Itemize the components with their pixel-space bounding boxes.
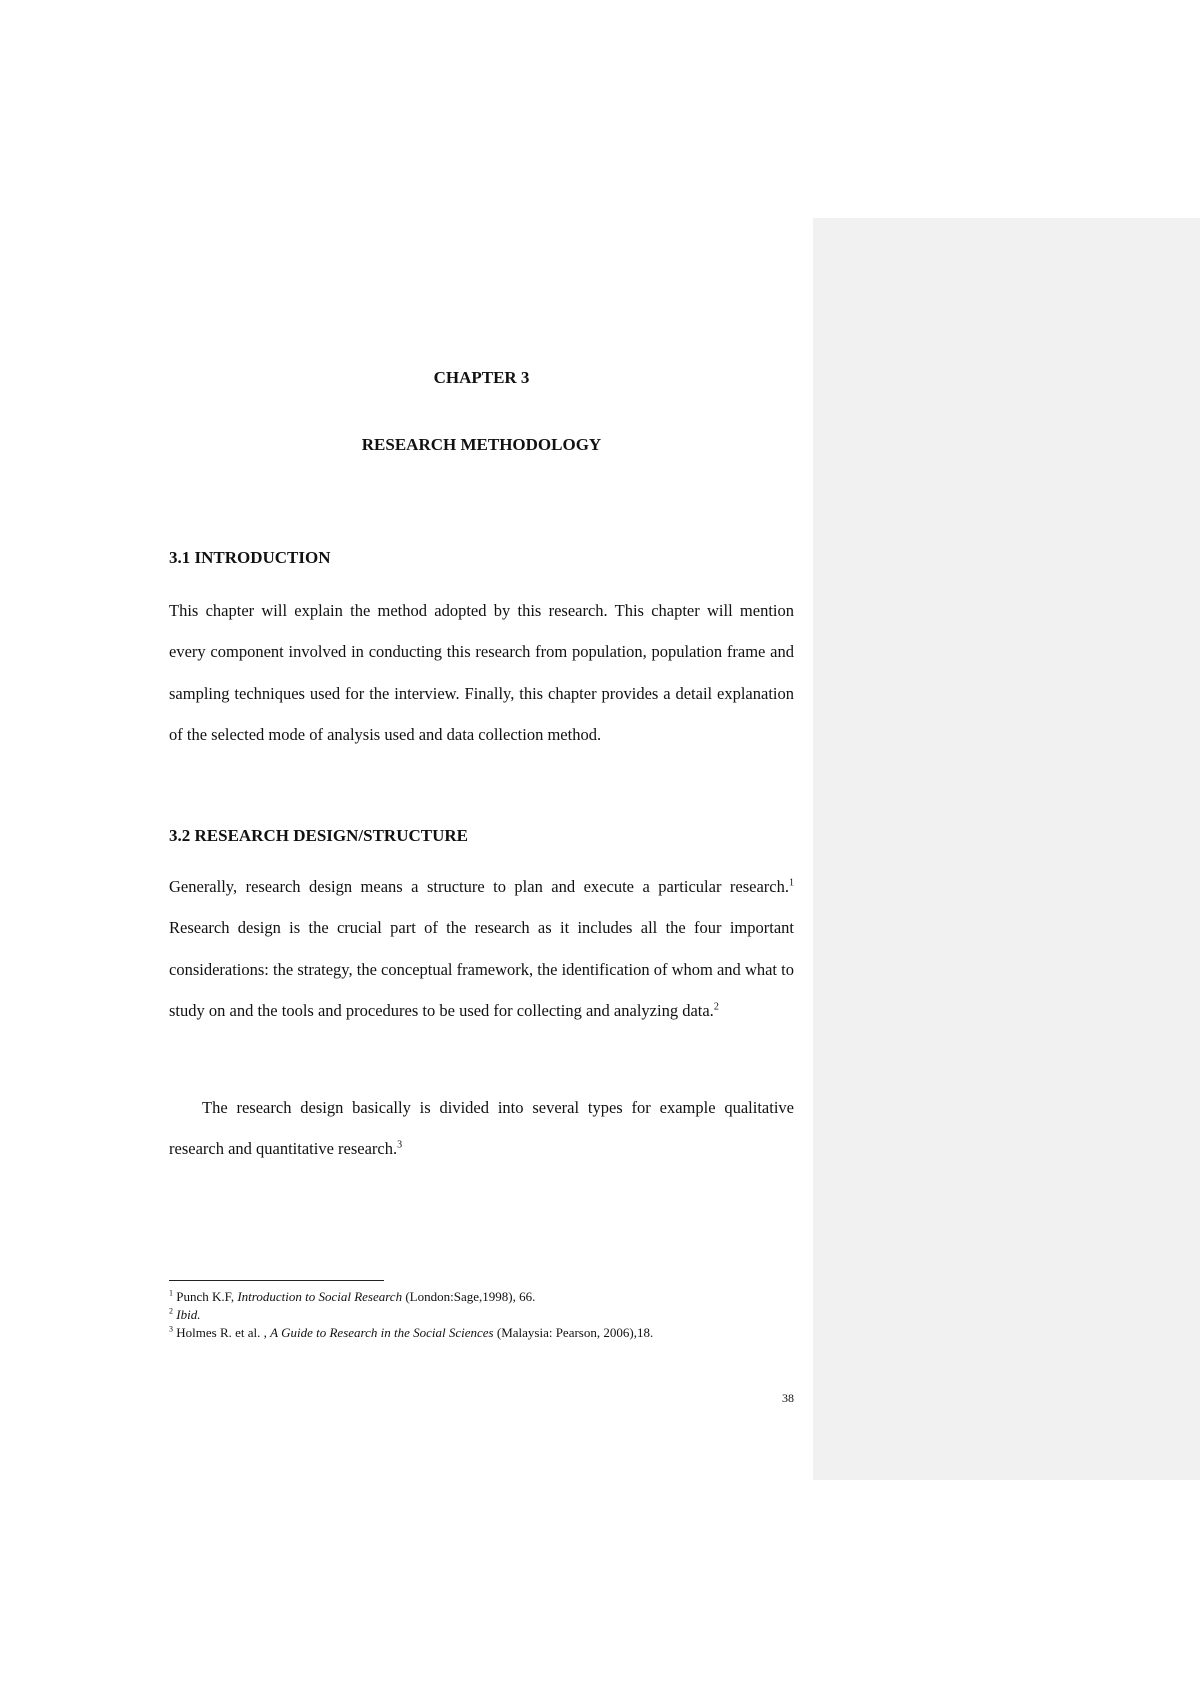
footnote-text: Punch K.F, (176, 1289, 238, 1304)
footnote-ref-1: 1 (789, 877, 794, 889)
chapter-subtitle: RESEARCH METHODOLOGY (361, 435, 602, 454)
footnote-ref-2: 2 (713, 1001, 719, 1013)
paragraph-text: Generally, research design means a structure to plan and execute a particular research. (169, 877, 789, 896)
footnote-title: Introduction to Social Research (237, 1289, 403, 1304)
research-types-paragraph (169, 1087, 794, 1170)
chapter-title: CHAPTER 3 (433, 368, 530, 387)
footnote-number: 1 (169, 1288, 173, 1298)
footnote-ref-3: 3 (397, 1139, 403, 1151)
paragraph-text: Research design is the crucial part of the research as it includes all the four important considerations: the strategy, the conceptual framework, the identification of whom and what to study on and the tools and procedures to be used for collecting and analyzing data. (169, 918, 794, 1020)
footnote-number: 2 (169, 1306, 173, 1316)
footnote-title: Ibid. (176, 1307, 201, 1322)
footnote-text: (Malaysia: Pearson, 2006),18. (493, 1325, 654, 1340)
introduction-paragraph: This chapter will explain the method adopted by this research. This chapter will mention every component involved in conducting this research from population, population frame and sampling techniques used for the interview. Finally, this chapter provides a detail explanation of the selected mode of analysis used and data collection method. (169, 601, 794, 744)
footnote-2 (169, 1306, 794, 1324)
footnote-number: 3 (169, 1324, 173, 1334)
section-heading-research-design: 3.2 RESEARCH DESIGN/STRUCTURE (169, 826, 468, 845)
footnote-1 (169, 1288, 794, 1306)
comment-margin-pane (813, 218, 1200, 1480)
footnote-separator (169, 1280, 384, 1281)
footnote-title: A Guide to Research in the Social Sciences (270, 1325, 494, 1340)
footnotes (169, 1288, 794, 1342)
footnote-text: Holmes R. et al. , (176, 1325, 271, 1340)
footnote-text: (London:Sage,1998), 66. (402, 1289, 536, 1304)
page-number: 38 (782, 1391, 794, 1405)
section-heading-introduction: 3.1 INTRODUCTION (169, 548, 331, 567)
footnote-3 (169, 1324, 794, 1342)
paragraph-text: The research design basically is divided into several types for example qualitative research and quantitative research. (169, 1098, 794, 1159)
research-design-paragraph (169, 866, 794, 1031)
